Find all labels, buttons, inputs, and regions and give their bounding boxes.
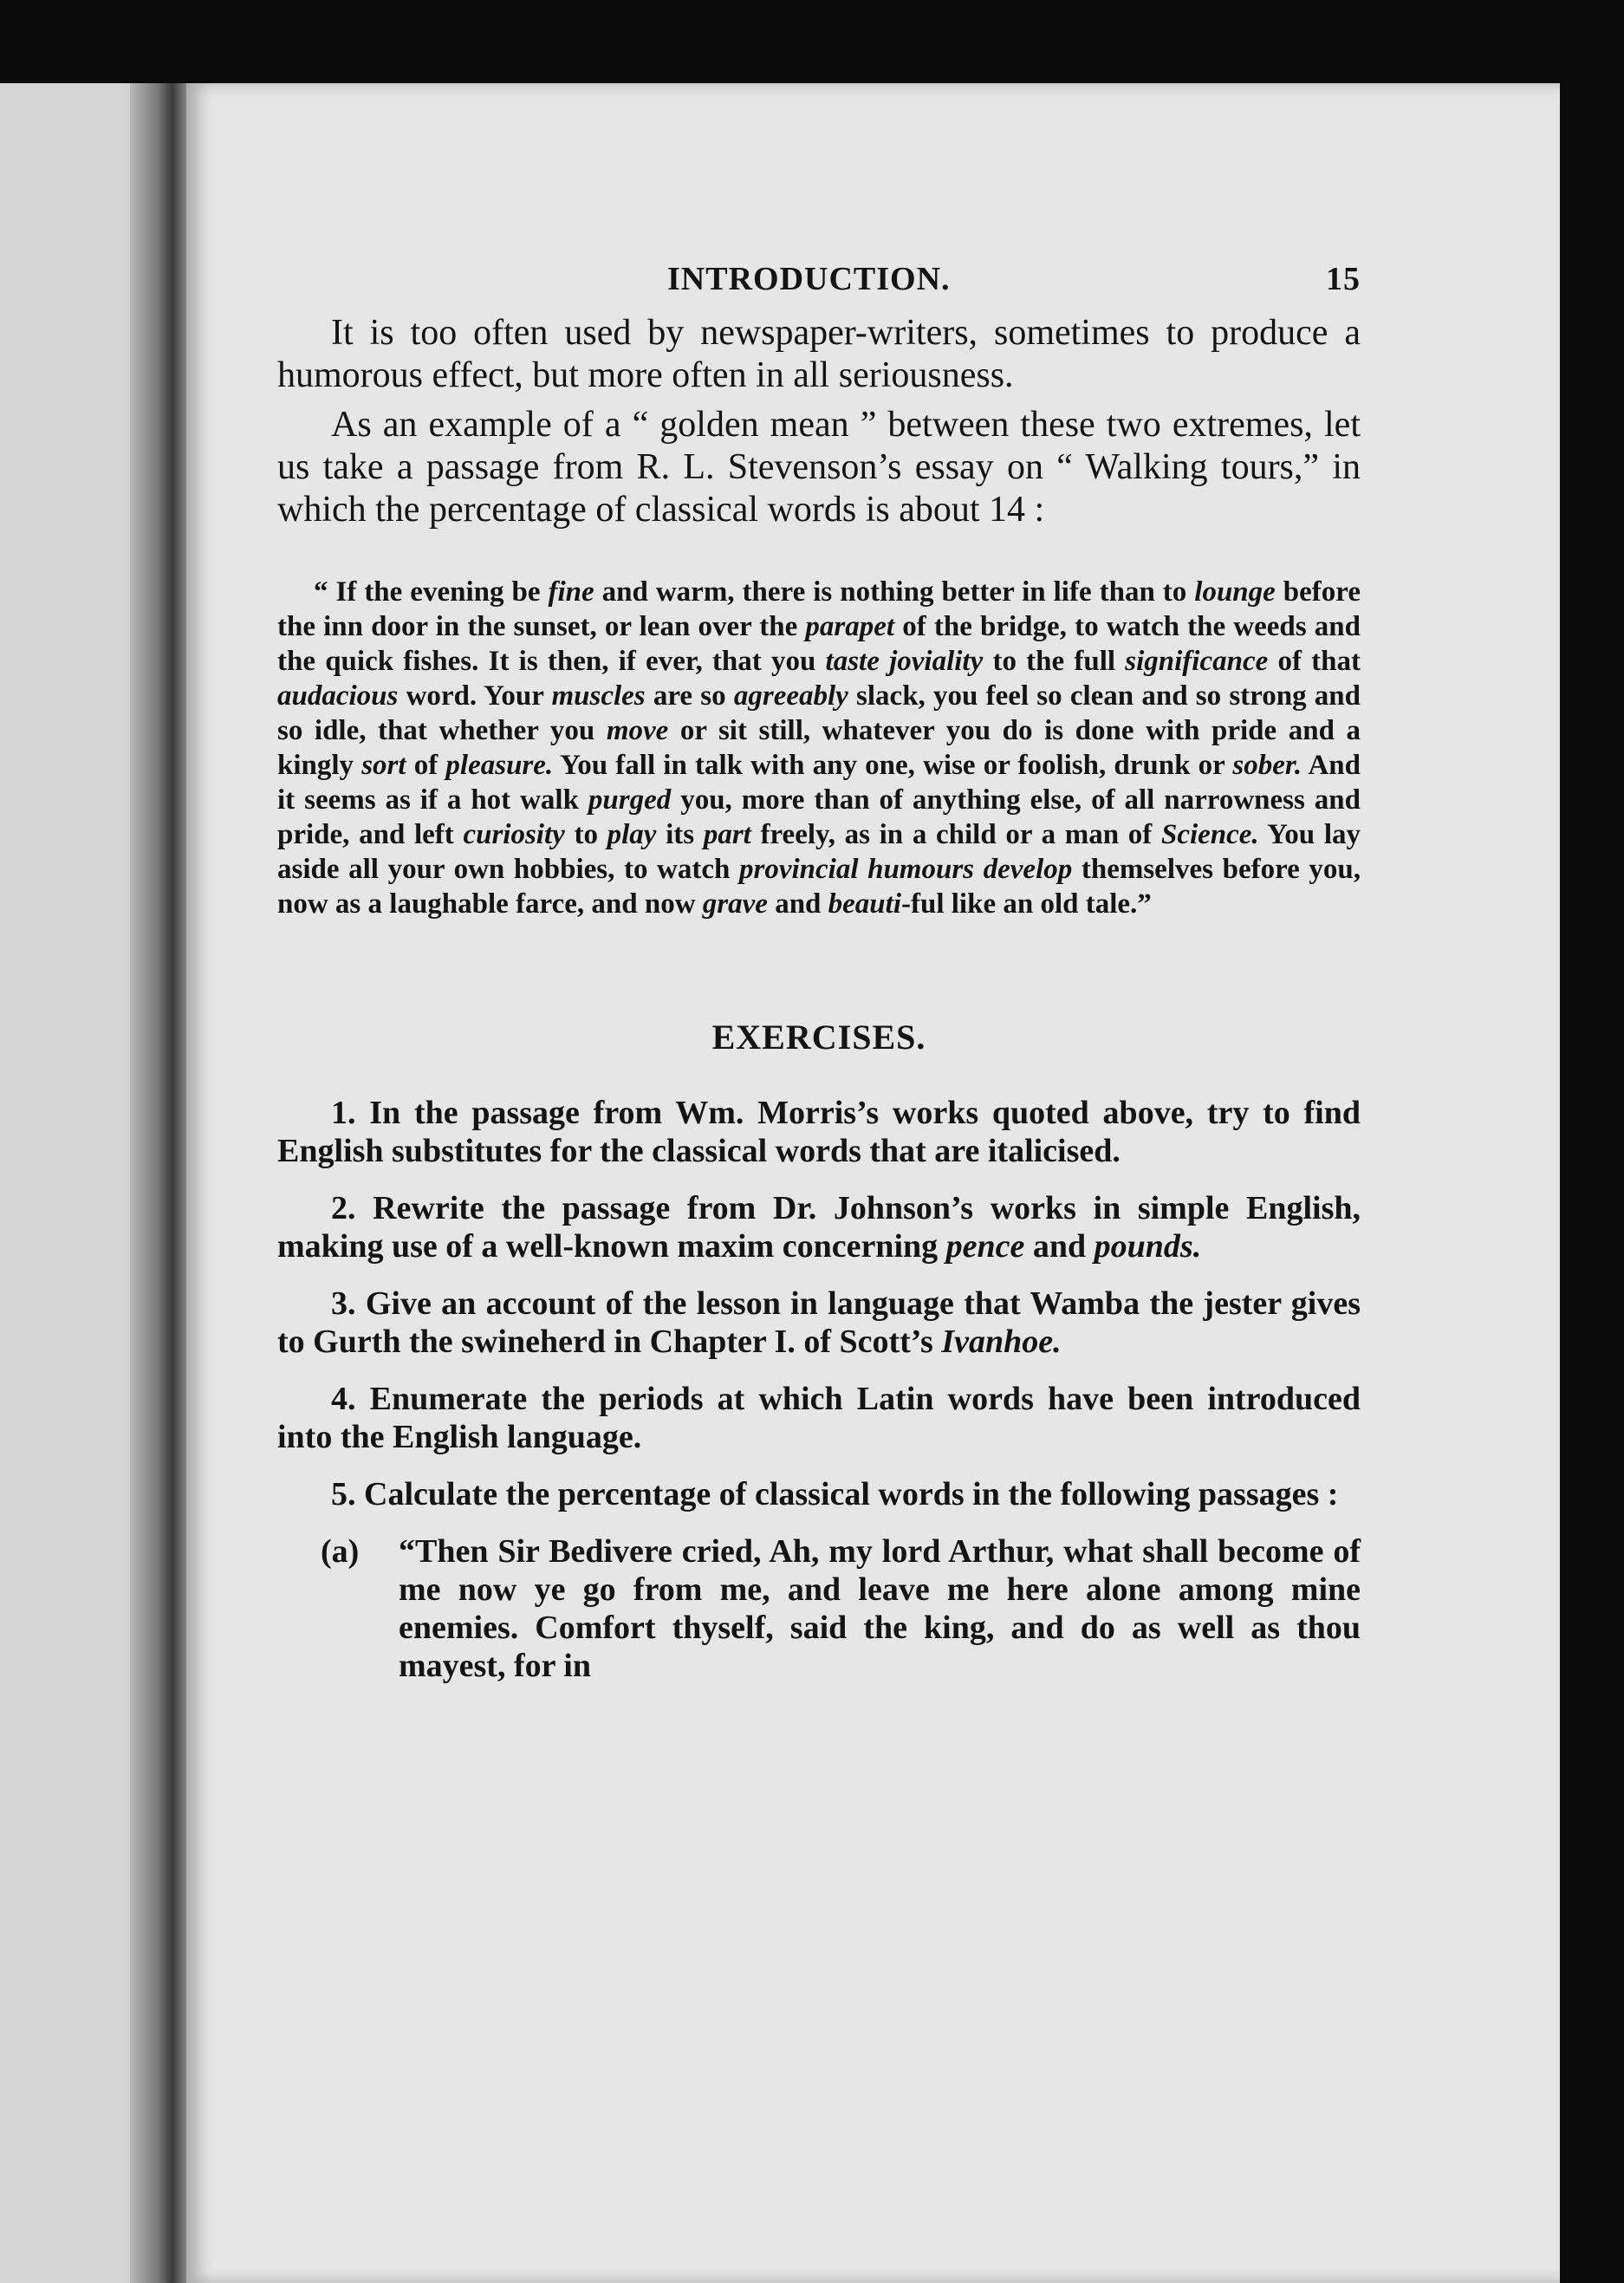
- quote-text: slack, you feel so clean and so strong and so idle, that whether you: [277, 680, 1361, 746]
- left-page-edge: [0, 83, 130, 2283]
- exercise-5: 5. Calculate the percentage of classical words in the following passages :: [331, 1476, 1339, 1512]
- italic-word: sober.: [1232, 750, 1302, 781]
- paragraph-2: As an example of a “ golden mean ” between these two extremes, let us take a passage from R. L. Stevenson’s essay on “ Walking tours,” in which the percentage of classical words is about 14 :: [277, 405, 1361, 530]
- paragraph-1: It is too often used by newspaper-writers, sometimes to produce a humorous effect, but more often in all seriousness.: [277, 313, 1361, 395]
- quote-text: of the bridge, to watch the weeds and the quick fishes. It is then, if ever, that you: [277, 611, 1361, 677]
- quote-text: And it seems as if a hot walk: [277, 750, 1361, 816]
- italic-word: provincial humours develop: [739, 854, 1073, 885]
- italic-word: Ivanhoe.: [941, 1324, 1062, 1360]
- quote-text: You fall in talk with any one, wise or foolish, drunk or: [553, 750, 1233, 781]
- quote-text: you, more than of anything else, of all narrowness and pride, and left: [277, 784, 1361, 850]
- sub-text: “Then Sir Bedivere cried, Ah, my lord Arthur, what shall become of me now ye go from me, and leave me here alone among mine enemies. Comfort thyself, said the king, and do as well as thou mayest, for in: [399, 1533, 1361, 1684]
- exercise-4: 4. Enumerate the periods at which Latin words have been introduced into the English language.: [277, 1381, 1361, 1455]
- italic-word: fine: [548, 576, 594, 608]
- italic-word: beauti: [828, 888, 901, 920]
- italic-word: pleasure.: [445, 750, 554, 781]
- quote-text: -ful like an old tale.”: [901, 888, 1152, 920]
- quote-text: are so: [645, 680, 734, 712]
- exercise-3-text: 3. Give an account of the lesson in language that Wamba the jester gives to Gurth the swineherd in Chapter I. of Scott’s: [277, 1285, 1361, 1360]
- quote-text: freely, as in a child or a man of: [750, 819, 1161, 850]
- quote-text: word. Your: [398, 680, 552, 712]
- quote-text: of that: [1268, 646, 1361, 677]
- page-number: 15: [1326, 261, 1361, 297]
- quote-text: to the full: [983, 646, 1126, 677]
- quote-text: You lay aside all your own hobbies, to watch: [277, 819, 1361, 885]
- running-title: INTRODUCTION.: [667, 261, 951, 297]
- italic-word: part: [703, 819, 751, 850]
- quote-text: and warm, there is nothing better in life than to: [594, 576, 1195, 608]
- quote-text: its: [656, 819, 704, 850]
- italic-word: taste joviality: [825, 646, 984, 677]
- italic-word: agreeably: [733, 680, 848, 712]
- italic-word: curiosity: [463, 819, 565, 850]
- italic-word: pounds.: [1094, 1228, 1202, 1265]
- italic-word: sort: [361, 750, 406, 781]
- italic-word: move: [606, 715, 669, 746]
- book-gutter: [130, 83, 191, 2283]
- exercise-2-text: 2. Rewrite the passage from Dr. Johnson’s works in simple English, making use of a well-known maxim concerning: [277, 1190, 1361, 1265]
- quote-text: “ If the evening be: [314, 576, 549, 608]
- sub-label: (a): [321, 1533, 360, 1570]
- quote-text: themselves before you, now as a laughable farce, and now: [277, 854, 1361, 920]
- exercise-5a: [277, 1532, 1361, 1685]
- italic-word: grave: [702, 888, 768, 920]
- italic-word: Science.: [1160, 819, 1259, 850]
- quote-text: or sit still, whatever you do is done with pride and a kingly: [277, 715, 1361, 781]
- italic-word: lounge: [1194, 576, 1276, 608]
- quote-text: and: [767, 888, 828, 920]
- running-head: [277, 260, 1361, 312]
- italic-word: purged: [588, 784, 672, 816]
- quote-text: to: [564, 819, 607, 850]
- italic-word: muscles: [551, 680, 646, 712]
- italic-word: audacious: [277, 680, 399, 712]
- exercise-2: [277, 1189, 1361, 1265]
- italic-word: significance: [1125, 646, 1269, 677]
- italic-word: parapet: [805, 611, 895, 642]
- italic-word: play: [607, 819, 657, 850]
- quote-text: before the inn door in the sunset, or lean over the: [277, 576, 1361, 642]
- page-text: [277, 260, 1361, 1685]
- exercise-1: 1. In the passage from Wm. Morris’s works quoted above, try to find English substitutes for the classical words that are italicised.: [277, 1095, 1361, 1169]
- stevenson-quote: [277, 575, 1361, 921]
- exercises-heading: EXERCISES.: [711, 1018, 926, 1057]
- exercise-2-text: and: [1024, 1228, 1095, 1265]
- exercise-3: [277, 1285, 1361, 1361]
- quote-text: of: [406, 750, 446, 781]
- italic-word: pence: [945, 1228, 1025, 1265]
